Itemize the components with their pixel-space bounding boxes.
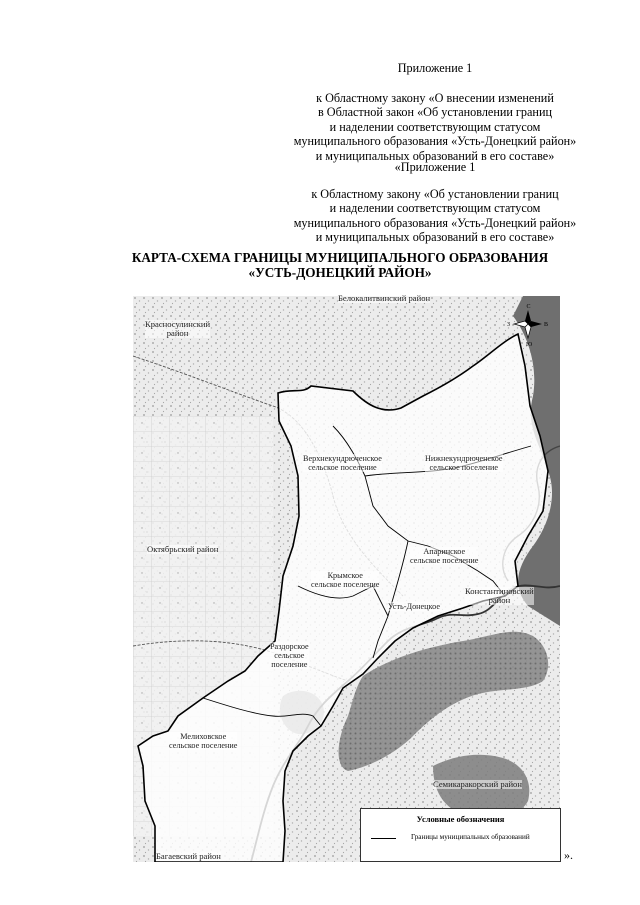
- closing-quote: ».: [564, 848, 573, 862]
- label-ust-donetskoe: Усть-Донецкое: [388, 602, 440, 611]
- label-line: сельское поселение: [410, 556, 479, 565]
- map-title-line: КАРТА-СХЕМА ГРАНИЦЫ МУНИЦИПАЛЬНОГО ОБРАЗОВАНИЯ: [131, 250, 549, 265]
- compass-north: С: [526, 304, 531, 310]
- label-line: район: [166, 328, 189, 338]
- map-scheme: [133, 293, 560, 862]
- label-verkhnekundryuchenskoe: [303, 454, 382, 472]
- label-line: сельское поселение: [308, 463, 377, 472]
- label-konstantinovsky: [465, 587, 534, 605]
- label-line: Константиновский: [465, 586, 534, 596]
- legend-boundary-line: [371, 838, 396, 839]
- label-line: сельское поселение: [429, 463, 498, 472]
- appendix-line: в Областной закон «Об установлении границ: [317, 105, 552, 119]
- appendix-line: муниципального образования «Усть-Донецкий район»: [293, 134, 577, 148]
- label-razdorskoe: [270, 642, 309, 669]
- appendix-line: к Областному закону «О внесении изменений: [316, 90, 554, 105]
- label-line: Нижнекундрюченское: [425, 454, 503, 463]
- label-line: Крымское: [327, 571, 363, 580]
- label-line: сельское поселение: [311, 580, 380, 589]
- appendix-header-original: [270, 160, 600, 245]
- label-krymskoe: [311, 571, 379, 589]
- label-line: район: [488, 595, 511, 605]
- label-oktyabrsky: Октябрьский район: [147, 544, 219, 554]
- appendix-line: муниципального образования «Усть-Донецкий район»: [293, 215, 577, 230]
- label-line: Красносулинский: [145, 319, 211, 329]
- label-belokalitvinsky: Белокалитвинский район: [338, 293, 431, 303]
- appendix-line: и наделении соответствующим статусом: [329, 119, 541, 134]
- map-title-line: «УСТЬ-ДОНЕЦКИЙ РАЙОН»: [248, 265, 432, 280]
- legend-boundary-text: Границы муниципальных образований: [411, 833, 530, 841]
- label-krasnosulinsky: [145, 320, 210, 338]
- appendix-line: и муниципальных образований в его составе»: [315, 148, 555, 163]
- label-aparinskoe: [410, 547, 478, 565]
- compass-east: В: [544, 322, 549, 328]
- label-line: Верхнекундрюченское: [303, 454, 382, 463]
- appendix-number: «Приложение 1: [394, 160, 476, 174]
- label-line: сельское: [274, 651, 305, 660]
- appendix-line: к Областному закону «Об установлении границ: [311, 186, 559, 201]
- label-melikhovskoe: [169, 732, 237, 750]
- label-line: сельское поселение: [169, 741, 238, 750]
- appendix-line: и муниципальных образований в его составе»: [315, 230, 555, 244]
- compass-south: Ю: [526, 342, 533, 348]
- appendix-number: Приложение 1: [397, 61, 473, 75]
- label-line: Мелиховское: [180, 732, 227, 741]
- label-nizhnekundryuchenskoe: [425, 454, 503, 472]
- label-line: Раздорское: [270, 642, 309, 651]
- map-title: [40, 250, 640, 280]
- label-bagaevsky: Багаевский район: [156, 851, 221, 861]
- compass-west: З: [507, 322, 511, 328]
- appendix-line: и наделении соответствующим статусом: [329, 201, 541, 215]
- appendix-header-amendment: [270, 61, 600, 163]
- label-semikarakorsky: Семикаракорский район: [433, 779, 522, 789]
- legend-title: Условные обозначения: [416, 814, 505, 824]
- label-line: Апаринское: [423, 547, 466, 556]
- label-line: поселение: [271, 660, 308, 669]
- map-legend: [360, 808, 561, 862]
